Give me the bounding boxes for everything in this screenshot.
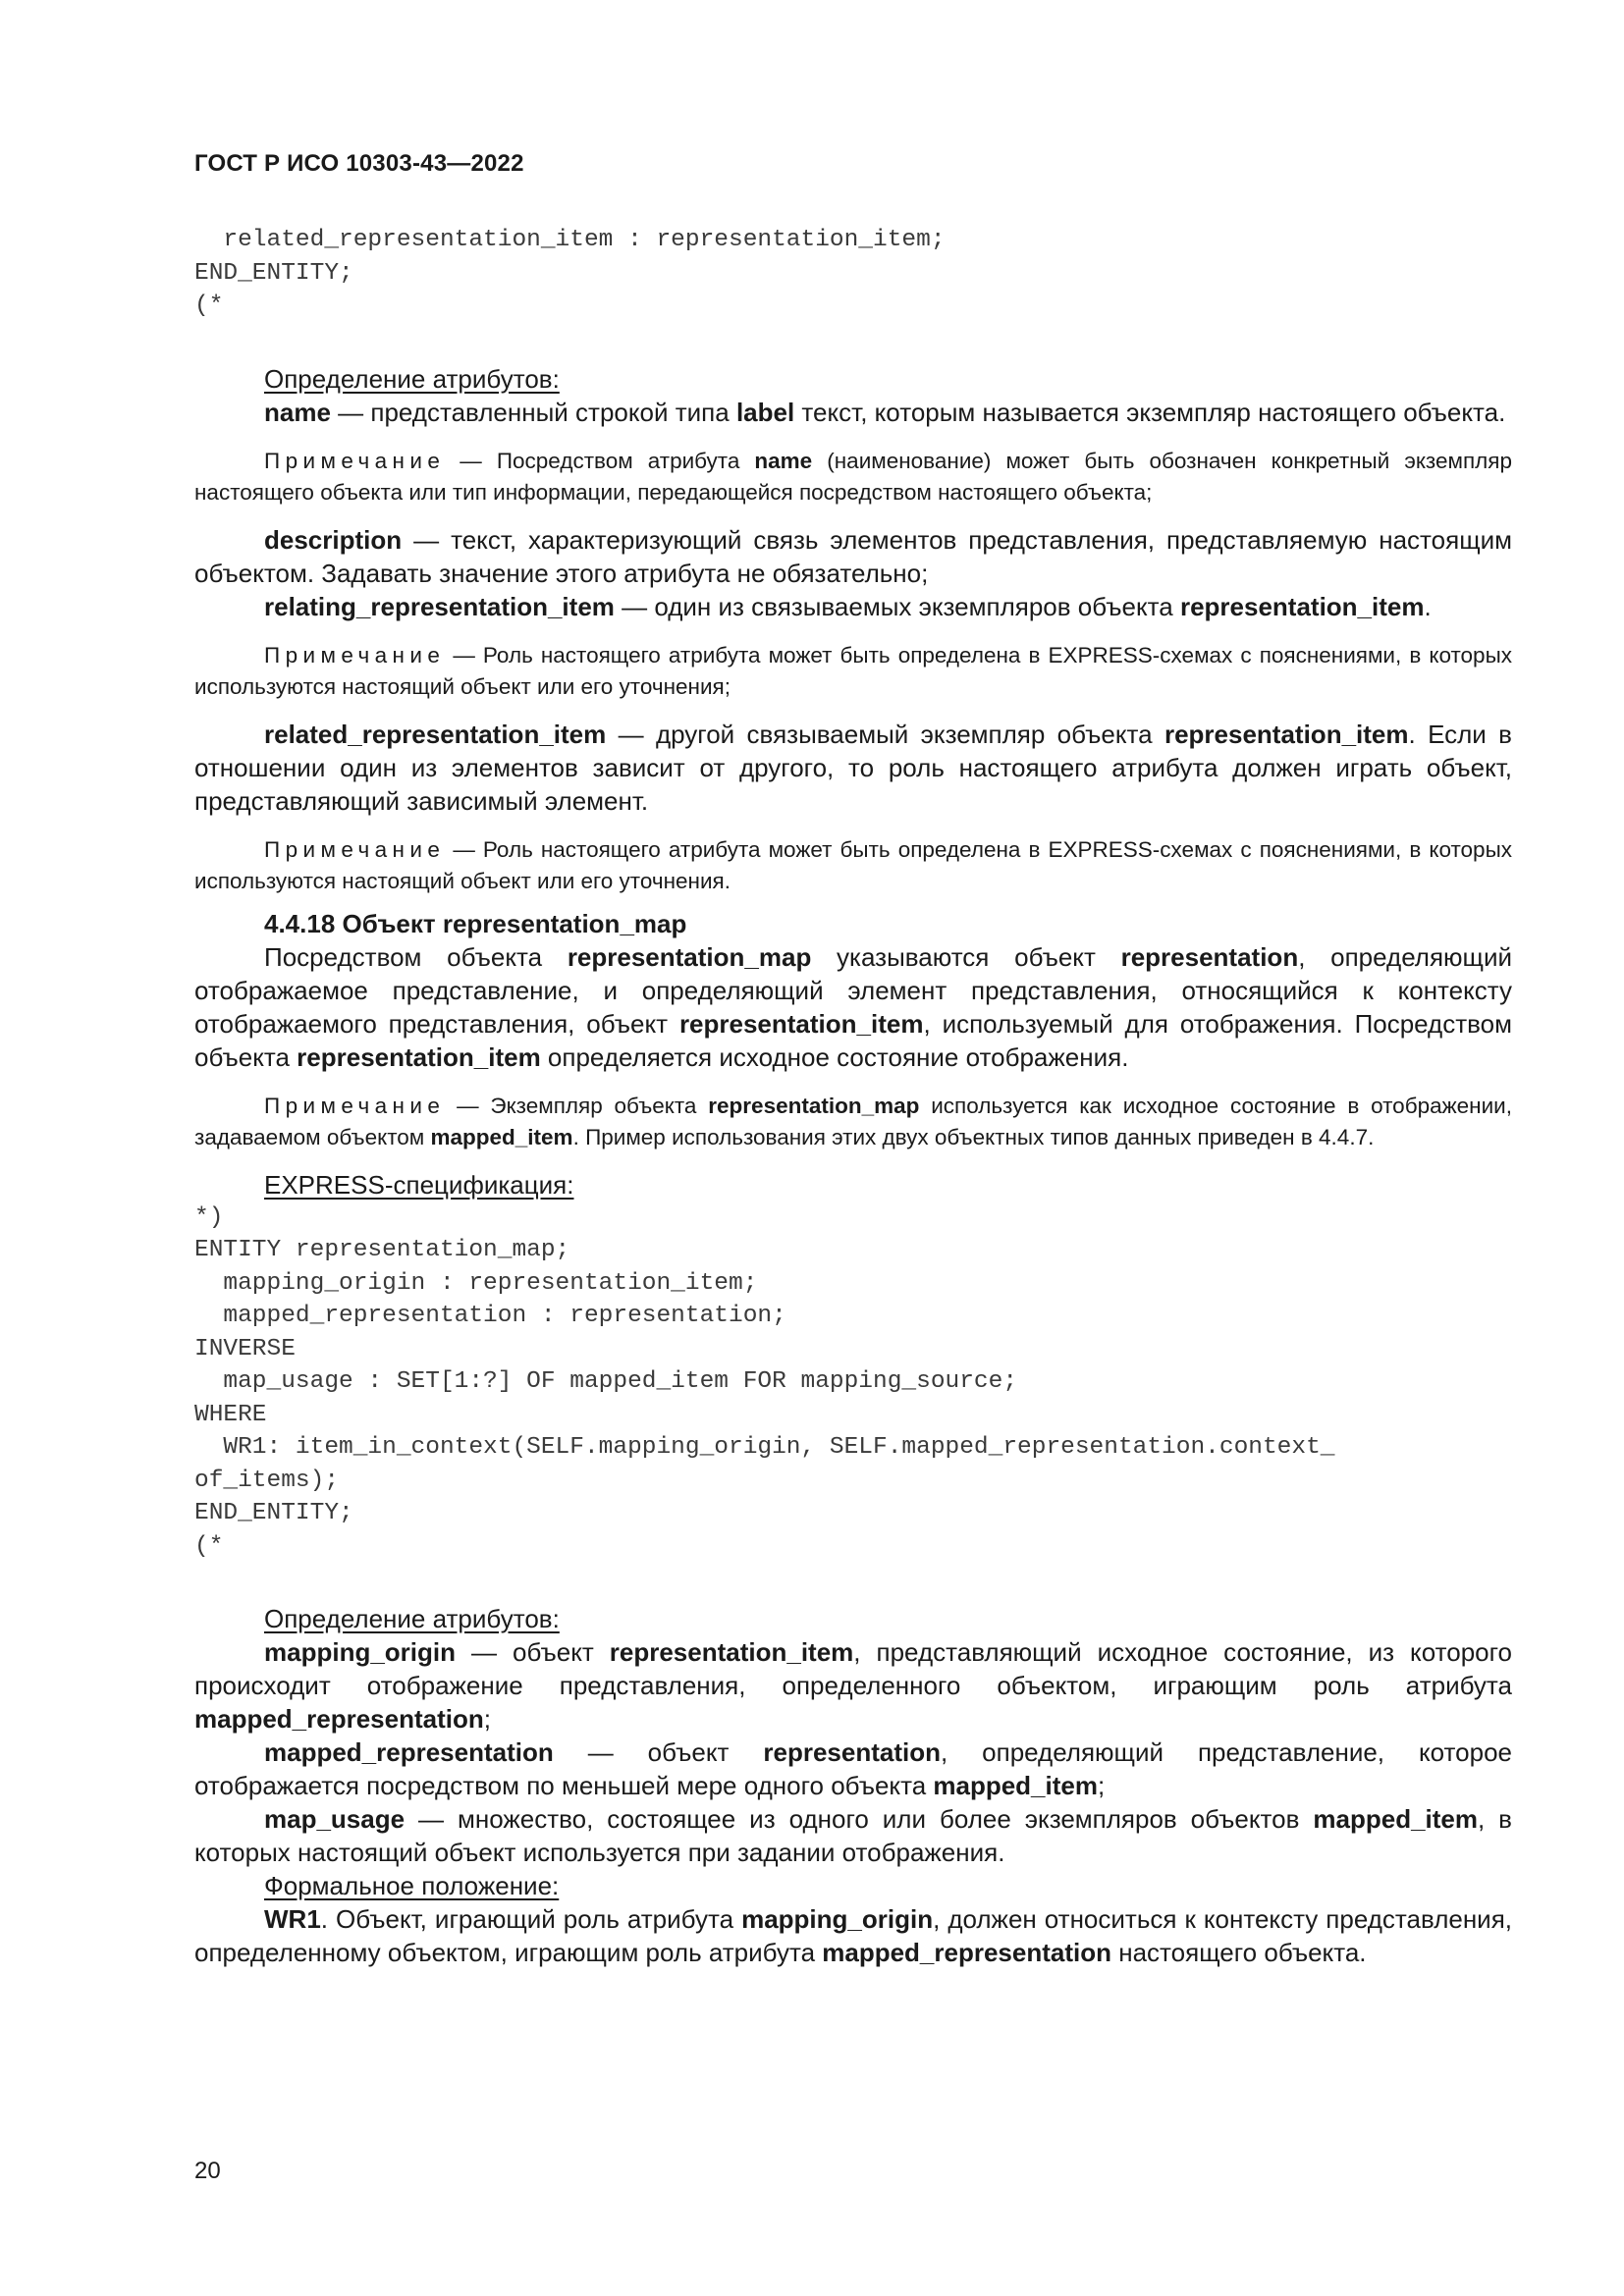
page-content bbox=[194, 224, 1512, 1969]
code-block-main: *) ENTITY representation_map; mapping_origin : representation_item; mapped_representation : representation; INVERSE map_usage : SET[1:?] OF mapped_item FOR mapping_source; WHERE WR1: item_in_context(SELF.mapping_origin, SELF.mapped_representation.context_ of_items); END_ENTITY; (* bbox=[194, 1203, 1335, 1560]
formal-heading: Формальное положение: bbox=[264, 1871, 560, 1900]
code-block-top: related_representation_item : representation_item; END_ENTITY; (* bbox=[194, 227, 946, 319]
express-heading: EXPRESS-спецификация: bbox=[264, 1169, 574, 1200]
page-number: 20 bbox=[194, 2158, 221, 2184]
map-usage-definition: map_usage — множество, состоящее из одного или более экземпляров объектов mapped_item, в которых настоящий объект используется при задании отображения. bbox=[194, 1804, 1512, 1867]
mapping-origin-definition: mapping_origin — объект representation_item, представляющий исходное состояние, из которого происходит отображение представления, определенного объектом, играющим роль атрибута mapped_representation; bbox=[194, 1637, 1512, 1734]
description-definition: description — текст, характеризующий связь элементов представления, представляемую настоящим объектом. Задавать значение этого атрибута не обязательно; bbox=[194, 524, 1512, 588]
wr1-definition: WR1. Объект, играющий роль атрибута mapping_origin, должен относиться к контексту представления, определенному объектом, играющим роль атрибута mapped_representation настоящего объекта. bbox=[194, 1904, 1513, 1967]
note-3: Примечание — Роль настоящего атрибута может быть определена в EXPRESS-схемах с пояснениями, в которых используются настоящий объект или его уточнения. bbox=[194, 836, 1512, 893]
related-item-definition: related_representation_item — другой связываемый экземпляр объекта representation_item. Если в отношении один из элементов зависит от другого, то роль настоящего атрибута должен играть объект, представляющий зависимый элемент. bbox=[194, 719, 1512, 816]
name-definition: name — представленный строкой типа label текст, которым называется экземпляр настоящего объекта. bbox=[264, 397, 1506, 427]
document-header: ГОСТ Р ИСО 10303-43—2022 bbox=[194, 150, 524, 177]
note-1: Примечание — Посредством атрибута name (наименование) может быть обозначен конкретный экземпляр настоящего объекта или тип информации, передающейся посредством настоящего объекта; bbox=[194, 448, 1512, 505]
section-paragraph: Посредством объекта representation_map указываются объект representation, определяющий отображаемое представление, и определяющий элемент представления, относящийся к контексту отображаемого представления, объект representation_item, используемый для отображения. Посредством объекта representation_item определяется исходное состояние отображения. bbox=[194, 941, 1512, 1072]
note-2: Примечание — Роль настоящего атрибута может быть определена в EXPRESS-схемах с пояснениями, в которых используются настоящий объект или его уточнения; bbox=[194, 642, 1512, 699]
note-4: Примечание — Экземпляр объекта representation_map используется как исходное состояние в отображении, задаваемом объектом mapped_item. Пример использования этих двух объектных типов данных приведен в 4.4.7. bbox=[194, 1093, 1512, 1149]
section-title: 4.4.18 Объект representation_map bbox=[264, 908, 687, 938]
relating-item-definition: relating_representation_item — один из связываемых экземпляров объекта representation_item. bbox=[264, 591, 1432, 621]
mapped-representation-definition: mapped_representation — объект representation, определяющий представление, которое отображается посредством по меньшей мере одного объекта mapped_item; bbox=[194, 1737, 1512, 1800]
attributes-heading-2: Определение атрибутов: bbox=[264, 1604, 560, 1633]
attributes-heading: Определение атрибутов: bbox=[264, 363, 560, 394]
